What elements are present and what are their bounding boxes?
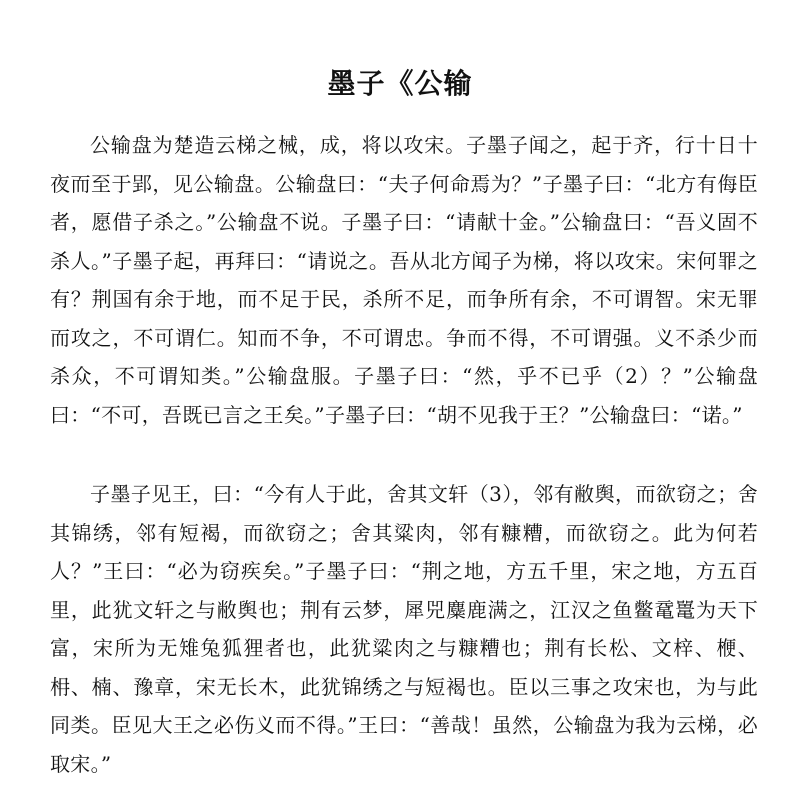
paragraph-1: 公输盘为楚造云梯之械，成，将以攻宋。子墨子闻之，起于齐，行十日十夜而至于郢，见公输盘。公输盘曰：“夫子何命焉为？”子墨子曰：“北方有侮臣者，愿借子杀之。”公输盘不说。子墨子曰：“请献十金。”公输盘曰：“吾义固不杀人。”子墨子起，再拜曰：“请说之。吾从北方闻子为梯，将以攻宋。宋何罪之有？荆国有余于地，而不足于民，杀所不足，而争所有余，不可谓智。宋无罪而攻之，不可谓仁。知而不争，不可谓忠。争而不得，不可谓强。义不杀少而杀众，不可谓知类。”公输盘服。子墨子曰：“然，乎不已乎（2）？”公输盘曰：“不可，吾既已言之王矣。”子墨子曰：“胡不见我于王？”公输盘曰：“诺。” — [50, 133, 758, 427]
paragraph-2: 子墨子见王，曰：“今有人于此，舍其文轩（3），邻有敝舆，而欲窃之；舍其锦绣，邻有短褐，而欲窃之；舍其粱肉，邻有糠糟，而欲窃之。此为何若人？”王曰：“必为窃疾矣。”子墨子曰：“荆之地，方五千里，宋之地，方五百里，此犹文轩之与敝舆也；荆有云梦，犀兕麋鹿满之，江汉之鱼鳖鼋鼍为天下富，宋所为无雉兔狐狸者也，此犹粱肉之与糠糟也；荆有长松、文梓、楩、枏、楠、豫章，宋无长木，此犹锦绣之与短褐也。臣以三事之攻宋也，为与此同类。臣见大王之必伤义而不得。”王曰：“善哉！虽然，公输盘为我为云梯，必取宋。” — [50, 482, 758, 776]
document-title: 墨子《公输 — [327, 67, 473, 100]
